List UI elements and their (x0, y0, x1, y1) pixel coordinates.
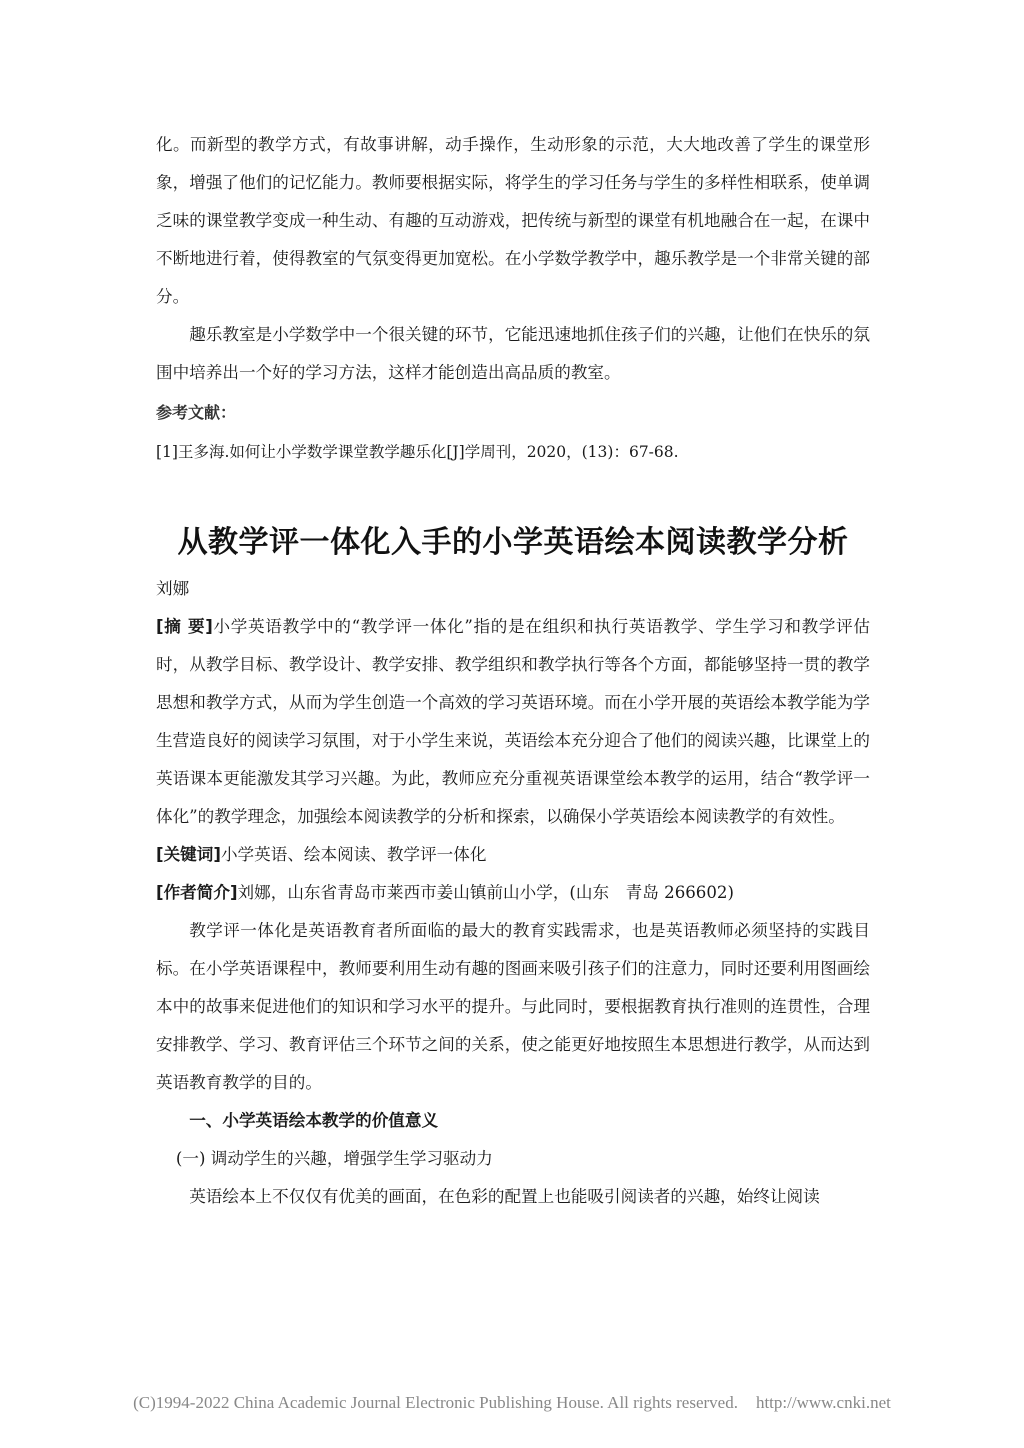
body-paragraph: 英语绘本上不仅仅有优美的画面，在色彩的配置上也能吸引阅读者的兴趣，始终让阅读 (189, 1187, 820, 1206)
keywords-label: [关键词] (156, 845, 221, 864)
abstract (156, 608, 870, 836)
footer (0, 1393, 1024, 1413)
page-content (156, 126, 870, 1216)
reference-item: [1]王多海.如何让小学数学课堂教学趣乐化[J]学周刊，2020，(13)：67-68. (156, 443, 679, 461)
intro-paragraph: 教学评一体化是英语教育者所面临的最大的教育实践需求，也是英语教师必须坚持的实践目标。在小学英语课程中，教师要利用生动有趣的图画来吸引孩子们的注意力，同时还要利用图画绘本中的故事来促进他们的知识和学习水平的提升。与此同时，要根据教育执行准则的连贯性，合理安排教学、学习、教育评估三个环节之间的关系，使之能更好地按照生本思想进行教学，从而达到英语教育教学的目的。 (156, 921, 870, 1092)
keywords (156, 836, 870, 874)
abstract-label: [摘 要] (156, 617, 213, 636)
footer-url[interactable]: http://www.cnki.net (755, 1393, 891, 1412)
author-intro-label: [作者简介] (156, 883, 238, 902)
abstract-text: 小学英语教学中的“教学评一体化”指的是在组织和执行英语教学、学生学习和教学评估时，从教学目标、教学设计、教学安排、教学组织和教学执行等各个方面，都能够坚持一贯的教学思想和教学方式，从而为学生创造一个高效的学习英语环境。而在小学开展的英语绘本教学能为学生营造良好的阅读学习氛围，对于小学生来说，英语绘本充分迎合了他们的阅读兴趣，比课堂上的英语课本更能激发其学习兴趣。为此，教师应充分重视英语课堂绘本教学的运用，结合“教学评一体化”的教学理念，加强绘本阅读教学的分析和探索，以确保小学英语绘本阅读教学的有效性。 (156, 617, 870, 826)
copyright-text: (C)1994-2022 China Academic Journal Electronic Publishing House. All rights reserved. (133, 1393, 738, 1412)
keywords-text: 小学英语、绘本阅读、教学评一体化 (220, 845, 487, 864)
article-title: 从教学评一体化入手的小学英语绘本阅读教学分析 (177, 525, 849, 560)
body-paragraph: 趣乐教室是小学数学中一个很关键的环节，它能迅速地抓住孩子们的兴趣，让他们在快乐的氛围中培养出一个好的学习方法，这样才能创造出高品质的教室。 (156, 325, 870, 382)
article-author: 刘娜 (156, 579, 190, 598)
author-intro (156, 874, 870, 912)
body-paragraph: 化。而新型的教学方式，有故事讲解，动手操作，生动形象的示范，大大地改善了学生的课堂形象，增强了他们的记忆能力。教师要根据实际，将学生的学习任务与学生的多样性相联系，使单调乏味的课堂教学变成一种生动、有趣的互动游戏，把传统与新型的课堂有机地融合在一起，在课中不断地进行着，使得教室的气氛变得更加宽松。在小学数学教学中，趣乐教学是一个非常关键的部分。 (156, 135, 870, 306)
subsection-heading: (一) 调动学生的兴趣，增强学生学习驱动力 (175, 1149, 493, 1168)
author-intro-text: 刘娜，山东省青岛市莱西市姜山镇前山小学，(山东 青岛 266602) (237, 883, 734, 902)
references-heading: 参考文献： (156, 403, 237, 422)
section-heading: 一、小学英语绘本教学的价值意义 (189, 1111, 439, 1130)
